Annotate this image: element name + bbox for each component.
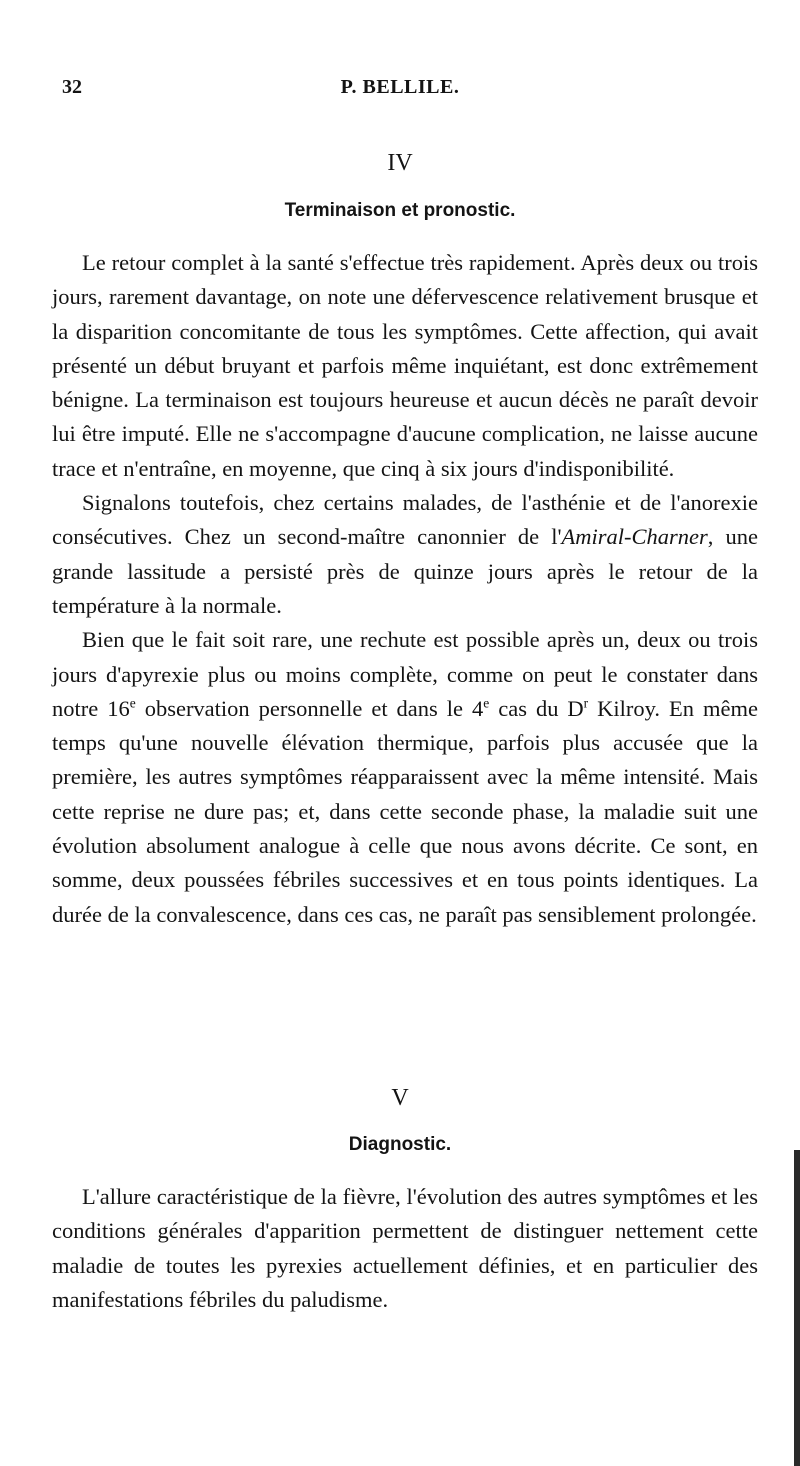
paragraph bbox=[52, 623, 758, 932]
running-head: P. BELLILE. bbox=[340, 76, 460, 98]
page-number: 32 bbox=[62, 76, 82, 98]
section-heading-diagnostic: Diagnostic. bbox=[348, 1134, 452, 1155]
ship-name: Amiral-Charner bbox=[561, 524, 708, 550]
paragraph-text: Kilroy. En même temps qu'une nouvelle élévation thermique, parfois plus accusée que la première, les autres symptômes réapparaissent avec la même intensité. Mais cette reprise ne dure pas; et, dans cette seconde phase, la maladie suit une évolution absolument analogue à celle que nous avons décrite. Ce sont, en somme, deux poussées fébriles successives et en tous points identiques. La durée de la convalescence, dans ces cas, ne paraît pas sensiblement prolongée. bbox=[52, 695, 758, 927]
superscript: e bbox=[483, 695, 490, 711]
paragraph bbox=[52, 486, 758, 623]
section-iv-body bbox=[52, 246, 758, 932]
page-edge-shadow bbox=[794, 1150, 800, 1466]
section-heading-terminaison: Terminaison et pronostic. bbox=[284, 200, 516, 221]
section-number-iv: IV bbox=[387, 150, 413, 176]
superscript: e bbox=[129, 695, 136, 711]
section-number-v: V bbox=[391, 1085, 409, 1111]
paragraph: Le retour complet à la santé s'effectue très rapidement. Après deux ou trois jours, rarement davantage, on note une défervescence relativement brusque et la disparition concomitante de tous les symptômes. Cette affection, qui avait présenté un début bruyant et parfois même inquiétant, est donc extrêmement bénigne. La terminaison est toujours heureuse et aucun décès ne paraît devoir lui être imputé. Elle ne s'accompagne d'aucune complication, ne laisse aucune trace et n'entraîne, en moyenne, que cinq à six jours d'indisponibilité. bbox=[52, 250, 758, 481]
paragraph-text: cas du D bbox=[489, 695, 584, 721]
paragraph: L'allure caractéristique de la fièvre, l'évolution des autres symptômes et les conditions générales d'apparition permettent de distinguer nettement cette maladie de toutes les pyrexies actuellement définies, et en particulier des manifestations fébriles du paludisme. bbox=[52, 1184, 758, 1312]
paragraph-text: Signalons toutefois, chez certains malades, de l'asthénie et de l'anorexie consécutives. Chez un second-maître canonnier de l' bbox=[52, 490, 758, 550]
page-header bbox=[0, 70, 800, 110]
paragraph-text: observation personnelle et dans le 4 bbox=[135, 695, 484, 721]
section-v-body bbox=[52, 1180, 758, 1317]
paragraph-text: , une grande lassitude a persisté près de quinze jours après le retour de la température à la normale. bbox=[52, 524, 758, 618]
superscript: r bbox=[583, 695, 589, 711]
paragraph-text: Bien que le fait soit rare, une rechute est possible après un, deux ou trois jours d'apyrexie plus ou moins complète, comme on peut le constater dans notre 16 bbox=[52, 627, 758, 721]
